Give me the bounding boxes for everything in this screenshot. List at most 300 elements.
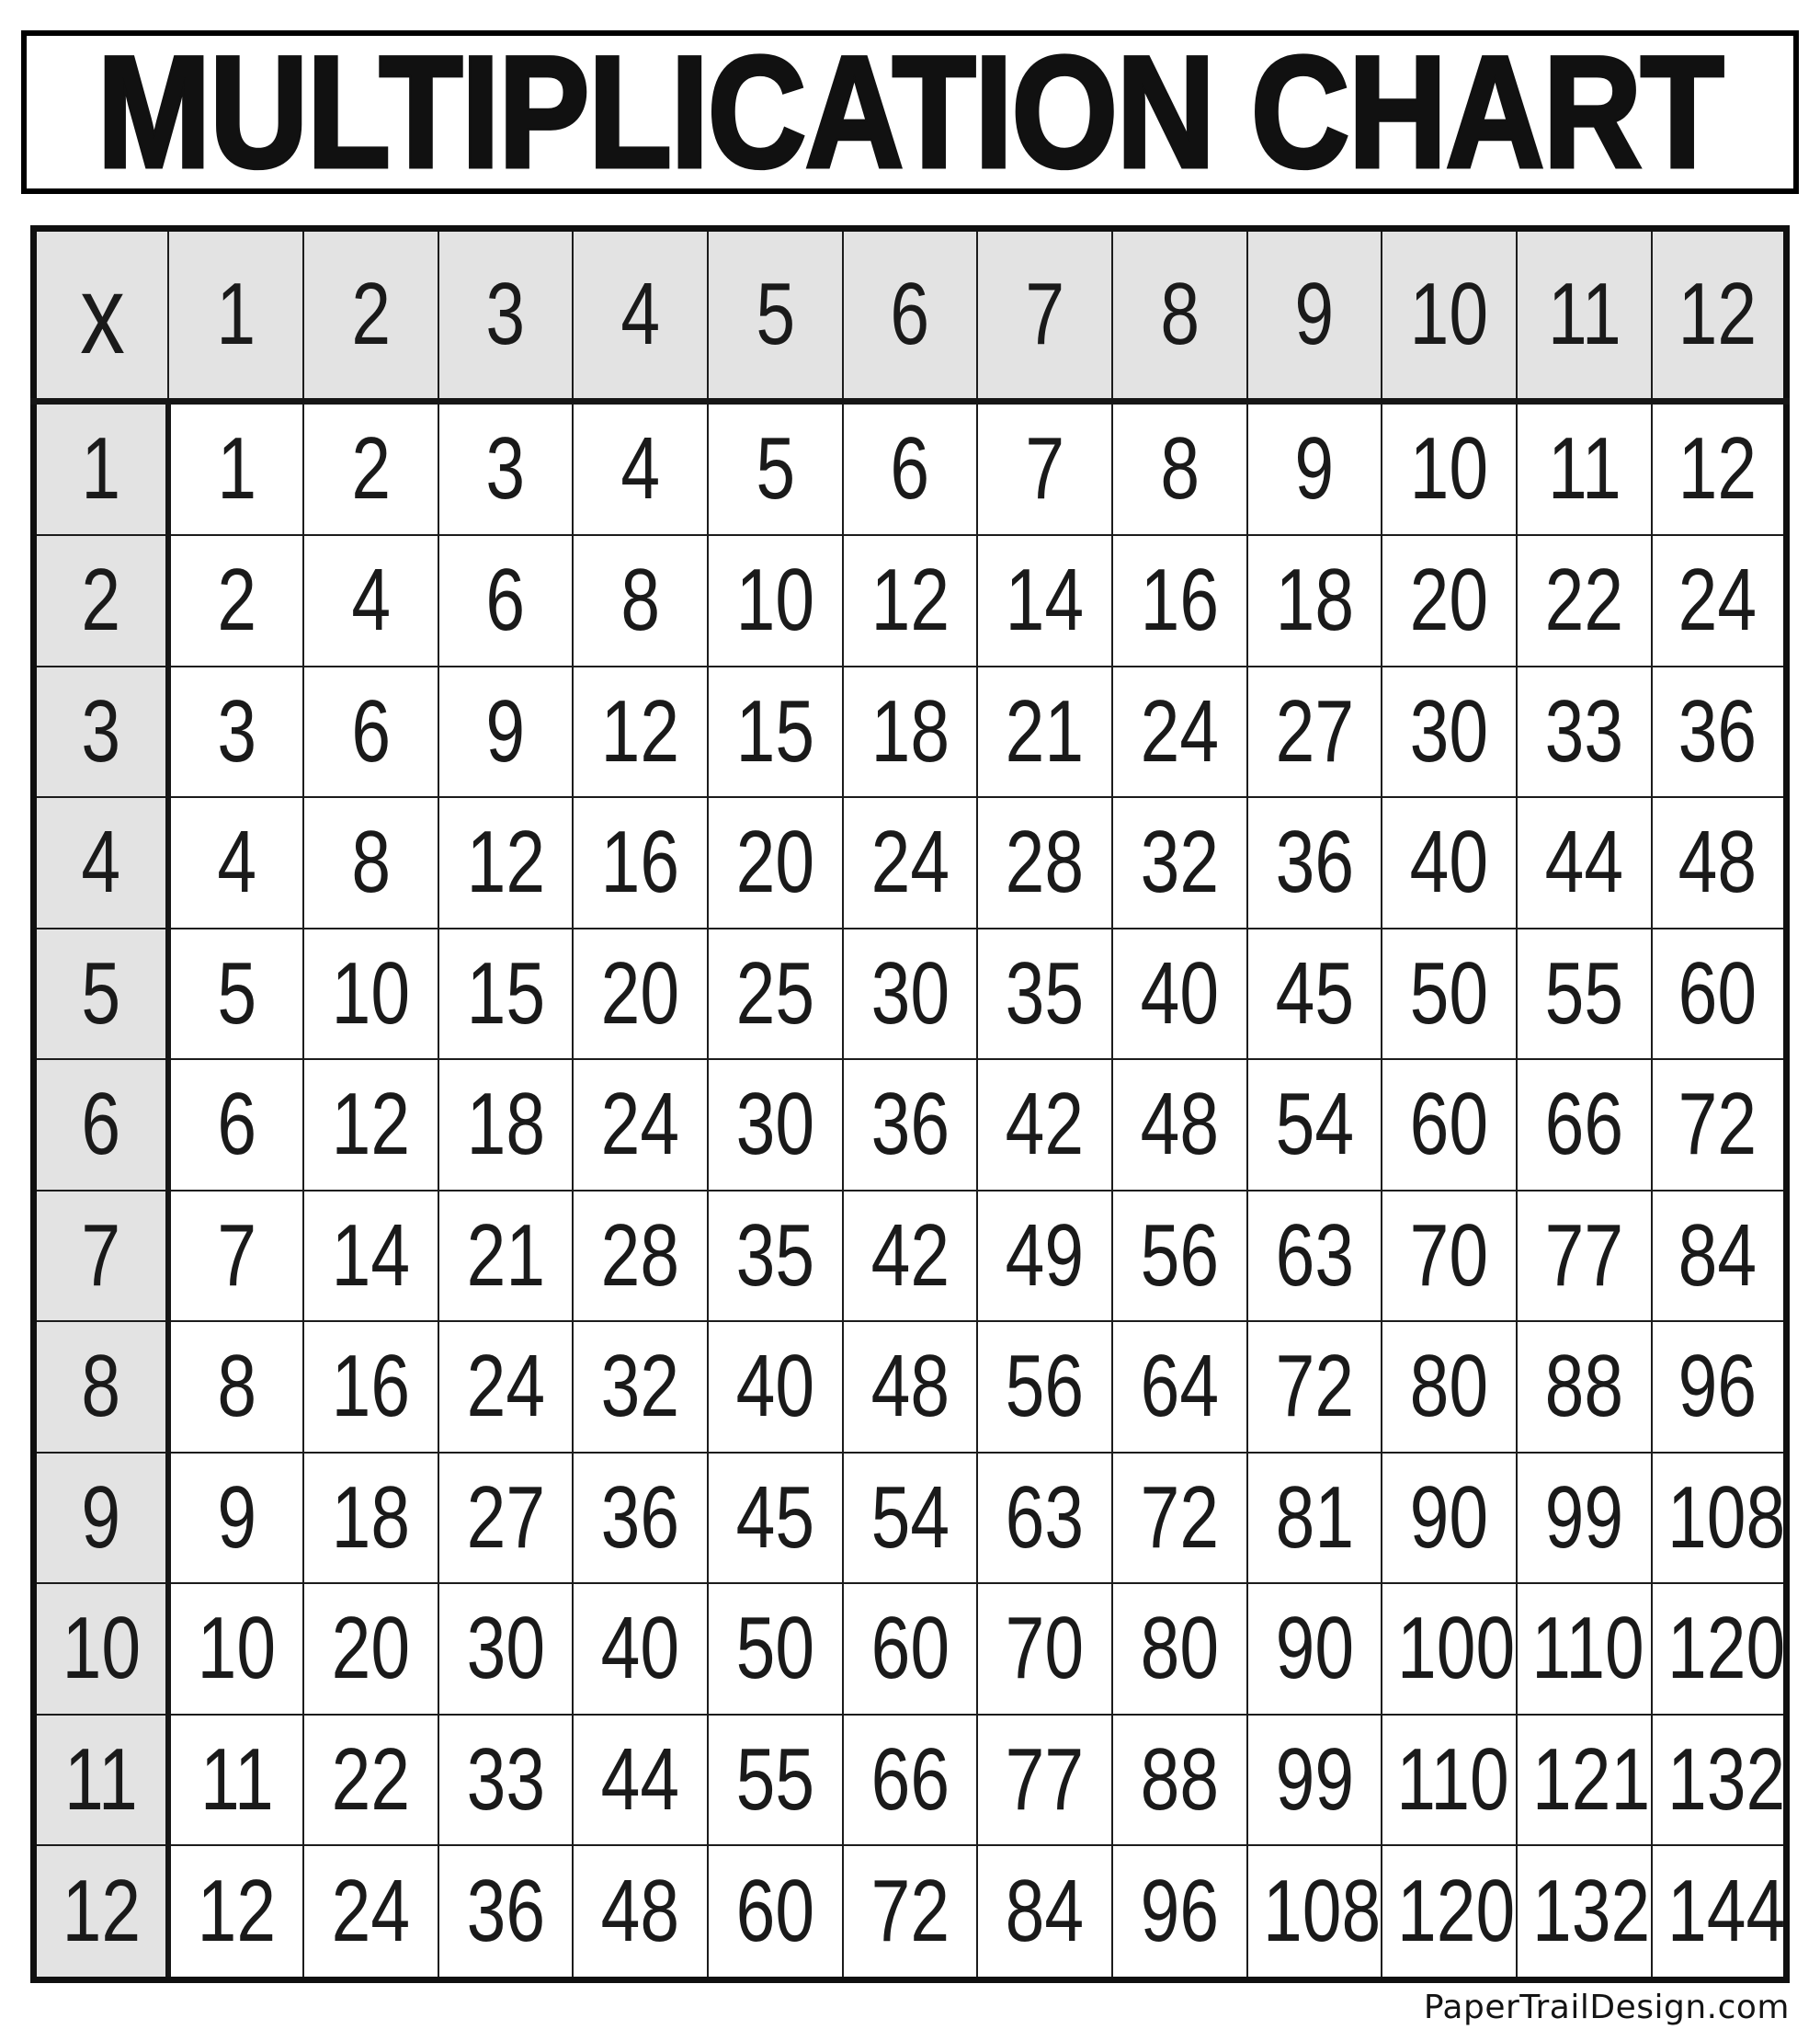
cell-3x4-label: 12 (600, 681, 680, 781)
cell-11x12-label: 132 (1666, 1729, 1785, 1829)
cell-11x10 (1382, 1715, 1517, 1846)
cell-2x12 (1652, 535, 1787, 667)
cell-3x4 (573, 667, 708, 798)
cell-3x9 (1247, 667, 1382, 798)
cell-11x6 (843, 1715, 978, 1846)
cell-12x10 (1382, 1845, 1517, 1979)
cell-12x12 (1652, 1845, 1787, 1979)
col-header-6-label: 6 (890, 265, 930, 364)
cell-10x8 (1112, 1583, 1247, 1715)
cell-6x4-label: 24 (600, 1075, 680, 1174)
cell-12x12-label: 144 (1666, 1862, 1785, 1961)
cell-1x4 (573, 401, 708, 535)
cell-12x3-label: 36 (466, 1862, 545, 1961)
cell-5x9-label: 45 (1275, 943, 1354, 1043)
cell-10x1-label: 10 (197, 1599, 277, 1698)
cell-10x9-label: 90 (1275, 1599, 1354, 1698)
cell-8x3 (438, 1321, 574, 1453)
cell-6x9-label: 54 (1275, 1075, 1354, 1174)
row-header-8-label: 8 (81, 1337, 121, 1436)
cell-9x5-label: 45 (735, 1467, 814, 1567)
cell-3x12 (1652, 667, 1787, 798)
cell-2x6 (843, 535, 978, 667)
cell-10x6 (843, 1583, 978, 1715)
cell-4x4 (573, 797, 708, 929)
row-header-6 (34, 1059, 169, 1191)
cell-5x3 (438, 929, 574, 1060)
cell-8x9-label: 72 (1275, 1337, 1354, 1436)
cell-9x3-label: 27 (466, 1467, 545, 1567)
cell-12x11-label: 132 (1532, 1862, 1651, 1961)
cell-8x10-label: 80 (1410, 1337, 1489, 1436)
row-header-5 (34, 929, 169, 1060)
cell-4x12 (1652, 797, 1787, 929)
cell-5x2 (303, 929, 438, 1060)
cell-1x12-label: 12 (1678, 419, 1757, 519)
cell-7x7 (977, 1191, 1112, 1322)
cell-7x12 (1652, 1191, 1787, 1322)
cell-10x2-label: 20 (331, 1599, 410, 1698)
row-header-8 (34, 1321, 169, 1453)
cell-9x6 (843, 1453, 978, 1584)
cell-8x5 (708, 1321, 843, 1453)
cell-4x5 (708, 797, 843, 929)
cell-5x9 (1247, 929, 1382, 1060)
multiplication-table (30, 225, 1790, 1983)
cell-6x8 (1112, 1059, 1247, 1191)
cell-2x5 (708, 535, 843, 667)
cell-2x11 (1517, 535, 1652, 667)
cell-7x9-label: 63 (1275, 1205, 1354, 1305)
cell-7x5 (708, 1191, 843, 1322)
row-header-9 (34, 1453, 169, 1584)
cell-2x10 (1382, 535, 1517, 667)
corner-cell-label: x (79, 252, 125, 378)
cell-6x12-label: 72 (1678, 1075, 1757, 1174)
cell-6x3 (438, 1059, 574, 1191)
cell-1x7-label: 7 (1025, 419, 1065, 519)
cell-3x7-label: 21 (1005, 681, 1085, 781)
cell-10x4-label: 40 (600, 1599, 680, 1698)
cell-10x6-label: 60 (870, 1599, 950, 1698)
table-row-3 (34, 667, 1787, 798)
col-header-11-label: 11 (1547, 265, 1621, 364)
row-header-4-label: 4 (81, 813, 121, 912)
cell-10x10-label: 100 (1397, 1599, 1516, 1698)
cell-7x6-label: 42 (870, 1205, 950, 1305)
cell-3x1-label: 3 (217, 681, 256, 781)
col-header-6 (843, 229, 978, 402)
cell-2x7 (977, 535, 1112, 667)
cell-4x6 (843, 797, 978, 929)
cell-3x8 (1112, 667, 1247, 798)
cell-12x1-label: 12 (197, 1862, 277, 1961)
cell-11x10-label: 110 (1396, 1729, 1510, 1829)
cell-3x11 (1517, 667, 1652, 798)
cell-11x7-label: 77 (1005, 1729, 1085, 1829)
row-header-11 (34, 1715, 169, 1846)
cell-7x8-label: 56 (1140, 1205, 1220, 1305)
cell-2x2-label: 4 (350, 551, 391, 650)
cell-7x9 (1247, 1191, 1382, 1322)
table-row-10 (34, 1583, 1787, 1715)
cell-11x1 (168, 1715, 303, 1846)
cell-1x3-label: 3 (485, 419, 526, 519)
cell-1x8 (1112, 401, 1247, 535)
cell-6x2 (303, 1059, 438, 1191)
col-header-3-label: 3 (485, 265, 526, 364)
cell-2x6-label: 12 (870, 551, 950, 650)
cell-5x1-label: 5 (217, 943, 256, 1043)
cell-6x3-label: 18 (466, 1075, 545, 1174)
col-header-9-label: 9 (1294, 265, 1335, 364)
table-row-7 (34, 1191, 1787, 1322)
row-header-11-label: 11 (64, 1729, 138, 1829)
cell-6x1 (168, 1059, 303, 1191)
cell-5x11 (1517, 929, 1652, 1060)
cell-4x3-label: 12 (466, 813, 545, 912)
cell-4x11 (1517, 797, 1652, 929)
cell-10x7 (977, 1583, 1112, 1715)
cell-4x6-label: 24 (870, 813, 950, 912)
cell-1x4-label: 4 (620, 419, 660, 519)
cell-3x8-label: 24 (1140, 681, 1220, 781)
cell-8x5-label: 40 (735, 1337, 814, 1436)
cell-7x11 (1517, 1191, 1652, 1322)
cell-5x7 (977, 929, 1112, 1060)
cell-11x4 (573, 1715, 708, 1846)
cell-12x2 (303, 1845, 438, 1979)
cell-5x7-label: 35 (1005, 943, 1085, 1043)
cell-5x8 (1112, 929, 1247, 1060)
cell-3x1 (168, 667, 303, 798)
cell-11x9-label: 99 (1275, 1729, 1354, 1829)
cell-9x10-label: 90 (1410, 1467, 1489, 1567)
cell-4x11-label: 44 (1544, 813, 1624, 912)
cell-11x5 (708, 1715, 843, 1846)
cell-8x12 (1652, 1321, 1787, 1453)
col-header-1 (168, 229, 303, 402)
row-header-12 (34, 1845, 169, 1979)
cell-2x10-label: 20 (1410, 551, 1489, 650)
cell-4x3 (438, 797, 574, 929)
cell-5x1 (168, 929, 303, 1060)
row-header-2-label: 2 (81, 551, 121, 650)
cell-9x2 (303, 1453, 438, 1584)
cell-7x4-label: 28 (600, 1205, 680, 1305)
cell-10x10 (1382, 1583, 1517, 1715)
cell-2x8-label: 16 (1140, 551, 1220, 650)
cell-4x1-label: 4 (217, 813, 256, 912)
cell-12x8 (1112, 1845, 1247, 1979)
cell-6x9 (1247, 1059, 1382, 1191)
cell-8x9 (1247, 1321, 1382, 1453)
cell-10x3-label: 30 (466, 1599, 545, 1698)
cell-3x12-label: 36 (1678, 681, 1757, 781)
cell-9x9-label: 81 (1275, 1467, 1354, 1567)
cell-4x2-label: 8 (350, 813, 391, 912)
cell-2x7-label: 14 (1005, 551, 1085, 650)
cell-8x10 (1382, 1321, 1517, 1453)
cell-2x2 (303, 535, 438, 667)
cell-4x7-label: 28 (1005, 813, 1085, 912)
cell-10x5-label: 50 (735, 1599, 814, 1698)
cell-4x10-label: 40 (1410, 813, 1489, 912)
cell-8x2 (303, 1321, 438, 1453)
cell-6x8-label: 48 (1140, 1075, 1220, 1174)
cell-8x8 (1112, 1321, 1247, 1453)
cell-3x3 (438, 667, 574, 798)
cell-8x7-label: 56 (1005, 1337, 1085, 1436)
cell-7x7-label: 49 (1005, 1205, 1085, 1305)
cell-2x3 (438, 535, 574, 667)
cell-9x8-label: 72 (1140, 1467, 1220, 1567)
col-header-4-label: 4 (620, 265, 660, 364)
col-header-4 (573, 229, 708, 402)
cell-9x2-label: 18 (331, 1467, 410, 1567)
cell-1x10-label: 10 (1410, 419, 1489, 519)
table-row-9 (34, 1453, 1787, 1584)
cell-1x11 (1517, 401, 1652, 535)
cell-5x10 (1382, 929, 1517, 1060)
cell-6x1-label: 6 (217, 1075, 256, 1174)
cell-9x10 (1382, 1453, 1517, 1584)
cell-12x7-label: 84 (1005, 1862, 1085, 1961)
header-row (34, 229, 1787, 402)
cell-12x5 (708, 1845, 843, 1979)
cell-5x11-label: 55 (1544, 943, 1624, 1043)
cell-12x7 (977, 1845, 1112, 1979)
cell-6x10-label: 60 (1410, 1075, 1489, 1174)
cell-5x3-label: 15 (466, 943, 545, 1043)
col-header-7-label: 7 (1025, 265, 1065, 364)
cell-8x12-label: 96 (1678, 1337, 1757, 1436)
cell-4x5-label: 20 (735, 813, 814, 912)
cell-8x1 (168, 1321, 303, 1453)
page-title: MULTIPLICATION CHART (97, 30, 1723, 194)
table-row-12 (34, 1845, 1787, 1979)
cell-4x1 (168, 797, 303, 929)
cell-6x6 (843, 1059, 978, 1191)
cell-7x1-label: 7 (217, 1205, 256, 1305)
cell-5x6-label: 30 (870, 943, 950, 1043)
cell-5x4-label: 20 (600, 943, 680, 1043)
row-header-12-label: 12 (62, 1862, 141, 1961)
cell-3x2 (303, 667, 438, 798)
cell-10x7-label: 70 (1005, 1599, 1085, 1698)
cell-12x1 (168, 1845, 303, 1979)
cell-8x4-label: 32 (600, 1337, 680, 1436)
cell-8x6 (843, 1321, 978, 1453)
col-header-2 (303, 229, 438, 402)
cell-5x5 (708, 929, 843, 1060)
cell-10x1 (168, 1583, 303, 1715)
cell-12x9 (1247, 1845, 1382, 1979)
cell-3x3-label: 9 (485, 681, 526, 781)
multiplication-table-body (34, 229, 1787, 1980)
cell-12x4 (573, 1845, 708, 1979)
cell-6x7 (977, 1059, 1112, 1191)
cell-1x8-label: 8 (1159, 419, 1200, 519)
cell-1x11-label: 11 (1547, 419, 1621, 519)
cell-11x3 (438, 1715, 574, 1846)
cell-1x2 (303, 401, 438, 535)
cell-1x10 (1382, 401, 1517, 535)
cell-2x9-label: 18 (1275, 551, 1354, 650)
row-header-4 (34, 797, 169, 929)
cell-1x5 (708, 401, 843, 535)
cell-2x4-label: 8 (620, 551, 660, 650)
cell-12x11 (1517, 1845, 1652, 1979)
row-header-7-label: 7 (81, 1205, 121, 1305)
cell-8x7 (977, 1321, 1112, 1453)
cell-4x9 (1247, 797, 1382, 929)
cell-1x2-label: 2 (350, 419, 391, 519)
table-row-4 (34, 797, 1787, 929)
row-header-6-label: 6 (81, 1075, 121, 1174)
cell-7x3-label: 21 (466, 1205, 545, 1305)
cell-1x3 (438, 401, 574, 535)
cell-9x1-label: 9 (217, 1467, 256, 1567)
row-header-2 (34, 535, 169, 667)
row-header-1 (34, 401, 169, 535)
cell-7x2 (303, 1191, 438, 1322)
col-header-10 (1382, 229, 1517, 402)
cell-12x4-label: 48 (600, 1862, 680, 1961)
cell-5x10-label: 50 (1410, 943, 1489, 1043)
cell-2x4 (573, 535, 708, 667)
col-header-8 (1112, 229, 1247, 402)
cell-11x9 (1247, 1715, 1382, 1846)
row-header-1-label: 1 (81, 419, 121, 519)
cell-8x3-label: 24 (466, 1337, 545, 1436)
cell-11x4-label: 44 (600, 1729, 680, 1829)
col-header-10-label: 10 (1410, 265, 1489, 364)
cell-9x11-label: 99 (1544, 1467, 1624, 1567)
cell-8x11-label: 88 (1544, 1337, 1624, 1436)
cell-12x8-label: 96 (1140, 1862, 1220, 1961)
row-header-10 (34, 1583, 169, 1715)
cell-12x10-label: 120 (1397, 1862, 1516, 1961)
cell-3x7 (977, 667, 1112, 798)
cell-2x1-label: 2 (217, 551, 256, 650)
cell-3x6 (843, 667, 978, 798)
cell-7x2-label: 14 (331, 1205, 410, 1305)
cell-7x10 (1382, 1191, 1517, 1322)
cell-10x5 (708, 1583, 843, 1715)
cell-1x1 (168, 401, 303, 535)
cell-11x2 (303, 1715, 438, 1846)
cell-10x11 (1517, 1583, 1652, 1715)
cell-11x2-label: 22 (331, 1729, 410, 1829)
cell-1x9 (1247, 401, 1382, 535)
cell-9x8 (1112, 1453, 1247, 1584)
cell-10x9 (1247, 1583, 1382, 1715)
cell-2x11-label: 22 (1544, 551, 1624, 650)
cell-5x2-label: 10 (331, 943, 410, 1043)
table-row-11 (34, 1715, 1787, 1846)
cell-3x9-label: 27 (1275, 681, 1354, 781)
cell-3x10 (1382, 667, 1517, 798)
cell-7x1 (168, 1191, 303, 1322)
row-header-3-label: 3 (81, 681, 121, 781)
cell-10x11-label: 110 (1531, 1599, 1644, 1698)
cell-1x6 (843, 401, 978, 535)
col-header-5 (708, 229, 843, 402)
cell-6x11 (1517, 1059, 1652, 1191)
cell-5x5-label: 25 (735, 943, 814, 1043)
cell-9x4-label: 36 (600, 1467, 680, 1567)
cell-11x6-label: 66 (870, 1729, 950, 1829)
row-header-7 (34, 1191, 169, 1322)
title-box (21, 30, 1799, 194)
cell-4x4-label: 16 (600, 813, 680, 912)
cell-7x4 (573, 1191, 708, 1322)
cell-12x6-label: 72 (870, 1862, 950, 1961)
cell-5x6 (843, 929, 978, 1060)
cell-6x11-label: 66 (1544, 1075, 1624, 1174)
cell-6x2-label: 12 (331, 1075, 410, 1174)
row-header-9-label: 9 (81, 1467, 121, 1567)
table-row-1 (34, 401, 1787, 535)
cell-3x11-label: 33 (1544, 681, 1624, 781)
cell-10x12-label: 120 (1666, 1599, 1785, 1698)
cell-9x12 (1652, 1453, 1787, 1584)
cell-6x5-label: 30 (735, 1075, 814, 1174)
cell-11x8-label: 88 (1140, 1729, 1220, 1829)
cell-6x4 (573, 1059, 708, 1191)
cell-11x11-label: 121 (1532, 1729, 1651, 1829)
cell-3x10-label: 30 (1410, 681, 1489, 781)
cell-7x3 (438, 1191, 574, 1322)
col-header-1-label: 1 (216, 265, 256, 364)
cell-6x6-label: 36 (870, 1075, 950, 1174)
cell-10x3 (438, 1583, 574, 1715)
cell-12x2-label: 24 (331, 1862, 410, 1961)
cell-5x12-label: 60 (1678, 943, 1757, 1043)
cell-12x5-label: 60 (735, 1862, 814, 1961)
cell-12x9-label: 108 (1262, 1862, 1381, 1961)
cell-6x7-label: 42 (1005, 1075, 1085, 1174)
cell-9x3 (438, 1453, 574, 1584)
cell-11x8 (1112, 1715, 1247, 1846)
cell-11x1-label: 11 (199, 1729, 274, 1829)
cell-8x6-label: 48 (870, 1337, 950, 1436)
cell-8x4 (573, 1321, 708, 1453)
cell-4x2 (303, 797, 438, 929)
cell-1x1-label: 1 (217, 419, 256, 519)
col-header-7 (977, 229, 1112, 402)
row-header-10-label: 10 (62, 1599, 141, 1698)
cell-3x5-label: 15 (735, 681, 814, 781)
cell-9x1 (168, 1453, 303, 1584)
cell-6x12 (1652, 1059, 1787, 1191)
cell-4x9-label: 36 (1275, 813, 1354, 912)
col-header-8-label: 8 (1159, 265, 1200, 364)
cell-5x12 (1652, 929, 1787, 1060)
cell-11x11 (1517, 1715, 1652, 1846)
cell-7x10-label: 70 (1410, 1205, 1489, 1305)
cell-9x4 (573, 1453, 708, 1584)
cell-9x7-label: 63 (1005, 1467, 1085, 1567)
table-row-5 (34, 929, 1787, 1060)
cell-8x1-label: 8 (217, 1337, 256, 1436)
cell-7x5-label: 35 (735, 1205, 814, 1305)
cell-2x1 (168, 535, 303, 667)
cell-1x9-label: 9 (1294, 419, 1335, 519)
col-header-2-label: 2 (350, 265, 391, 364)
corner-cell (34, 229, 169, 402)
